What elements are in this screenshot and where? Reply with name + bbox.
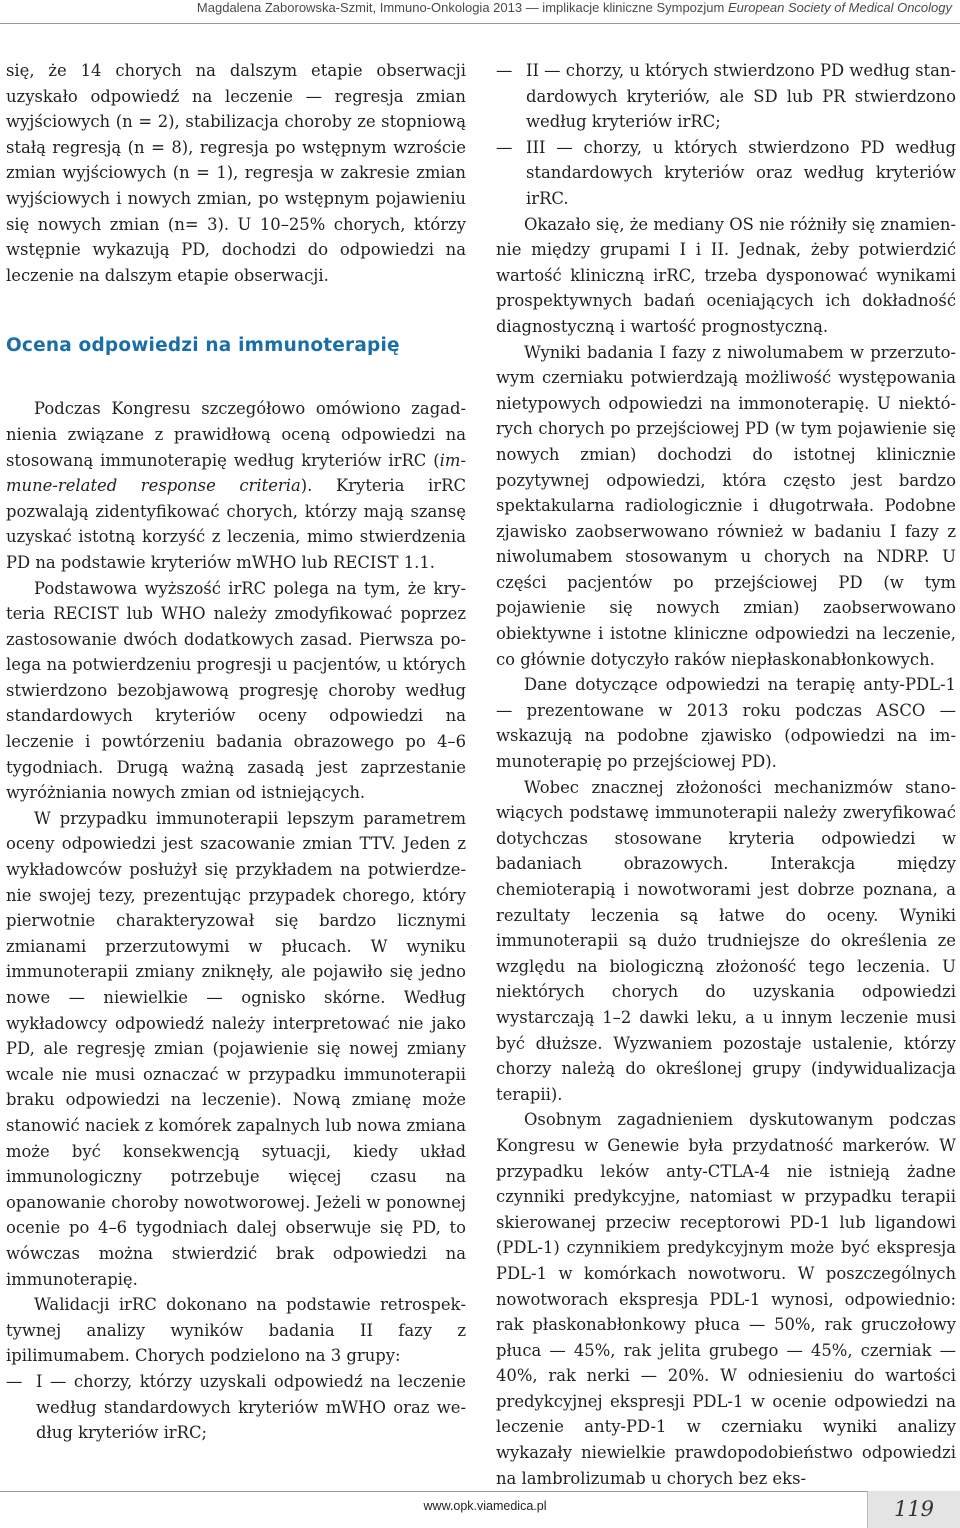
paragraph: Dane dotyczące odpowiedzi na terapię anty-PDL-1 — prezentowane w 2013 roku podczas ASCO — wskazują na podobne zjawisko (odpowiedzi na immunoterapię po przejściowej PD). bbox=[496, 675, 956, 772]
paragraph: Osobnym zagadnieniem dyskutowanym podczas Kongresu w Genewie była przydatność markerów. W przypadku leków anty-CTLA-4 nie istnieją żadne czynniki predykcyjne, natomiast w przypadku terapii skierowanej przeciw receptorowi PD-1 lub ligandowi (PDL-1) czynnikiem predykcyjnym może być ekspresja PDL-1 w komórkach nowotworu. W poszczególnych nowotworach ekspresja PDL-1 wynosi, odpowiednio: rak płaskonabłonkowy płuca — 50%, rak gruczołowy płuca — 45%, rak jelita grubego — 45%, czerniak — 40%, rak nerki — 20%. W odniesieniu do wartości predykcyjnej ekspresji PDL-1 w ocenie odpowiedzi na leczenie anty-PD-1 w czerniaku wyniki analizy wykazały niewielkie prawdopodobieństwo odpowiedzi na lambrolizumab u chorych bez eks- bbox=[496, 1110, 956, 1488]
running-header bbox=[0, 0, 960, 24]
running-header-text: Magdalena Zaborowska-Szmit, Immuno-Onkologia 2013 — implikacje kliniczne Sympozjum bbox=[196, 0, 728, 15]
paragraph-text: ). Kryteria irRC pozwalają zidentyfikować chorych, którzy mają szansę uzyskać istotną korzyść z leczenia, mimo stwierdzenia PD na podstawie kryteriów mWHO lub RECIST 1.1. bbox=[6, 476, 466, 572]
footer-rule bbox=[0, 1491, 960, 1492]
page-number: 119 bbox=[867, 1491, 960, 1528]
paragraph: Podstawowa wyższość irRC polega na tym, że kryteria RECIST lub WHO należy zmodyfikować poprzez zastosowanie dwóch dodatkowych zasad. Pierwsza polega na potwierdzeniu progresji u pacjentów, u których stwierdzono bezobjawową progresję choroby według standardowych kryteriów oceny odpowiedzi na leczenie i powtórzeniu badania obrazowego po 4–6 tygodniach. Drugą ważną zasadą jest zaprzestanie wyróżniania nowych zmian od istniejących. bbox=[6, 578, 466, 803]
paragraph: Wyniki badania I fazy z niwolumabem w przerzutowym czerniaku potwierdzają możliwość występowania nietypowych odpowiedzi na immonoterapię. U niektórych chorych po przejściowej PD (w tym pojawienie się nowych zmian) dochodzi do istotnej klinicznie pozytywnej odpowiedzi, która często jest bardzo spektakularna radiologicznie i długotrwała. Podobne zjawisko zaobserwowano również w badaniu I fazy z niwolumabem stosowanym u chorych na NDRP. U części pacjentów po przejściowej PD (w tym pojawienie się nowych zmian) zaobserwowano obiektywne i istotne kliniczne odpowiedzi na leczenie, co głównie dotyczyło raków niepłaskonabłonkowych. bbox=[496, 342, 956, 669]
list-item bbox=[496, 135, 956, 212]
paragraph-emphasis: immune-related response criteria bbox=[6, 450, 466, 496]
paragraph bbox=[6, 396, 466, 575]
right-column bbox=[496, 58, 956, 1491]
paragraph: Wobec znacznej złożoności mechanizmów stanowiących podstawę immunoterapii należy zweryfikować dotychczas stosowane kryteria odpowiedzi w badaniach obrazowych. Interakcja między chemioterapią i nowotworami jest dobrze poznana, a rezultaty leczenia są łatwe do oceny. Wyniki immunoterapii są dużo trudniejsze do określenia ze względu na biologiczną złożoność tego leczenia. U niektórych chorych do uzyskania odpowiedzi wystarczają 1–2 dawki leku, a u innym leczenie musi być dłuższe. Wyzwaniem pozostaje ustalenie, którzy chorzy należą do określonej grupy (indywidualizacja terapii). bbox=[496, 777, 956, 1104]
list-item bbox=[6, 1369, 466, 1446]
paragraph-text: Podczas Kongresu szczegółowo omówiono zagadnienia związane z prawidłową oceną odpowiedzi na stosowaną immunoterapię według kryteriów irRC ( bbox=[6, 399, 466, 470]
list-dash: — bbox=[496, 61, 513, 80]
list-dash: — bbox=[496, 137, 513, 157]
list-dash: — bbox=[6, 1371, 23, 1391]
list-item-text: I — chorzy, którzy uzyskali odpowiedź na leczenie według standardowych kryteriów mWHO oraz według kryteriów irRC; bbox=[36, 1371, 466, 1443]
footer-url: www.opk.viamedica.pl bbox=[423, 1499, 547, 1513]
running-header-society: European Society of Medical Oncology bbox=[727, 0, 952, 15]
paragraph: Okazało się, że mediany OS nie różniły się znamiennie między grupami I i II. Jednak, żeby potwierdzić wartość kliniczną irRC, trzeba dysponować wynikami prospektywnych badań oceniających ich dokładność diagnostyczną i wartość prognostyczną. bbox=[496, 214, 956, 336]
list-item-text: II — chorzy, u których stwierdzono PD według standardowych kryteriów, ale SD lub PR stwierdzono według kryteriów irRC; bbox=[526, 61, 957, 132]
paragraph: się, że 14 chorych na dalszym etapie obserwacji uzyskało odpowiedź na leczenie — regresja zmian wyjściowych (n = 2), stabilizacja choroby ze stopniową stałą regresją (n = 8), regresja po wstępnym wzroście zmian wyjściowych (n = 1), regresja w zakresie zmian wyjściowych i nowych zmian, po wstępnym pojawieniu się nowych zmian (n= 3). U 10–25% chorych, którzy wstępnie wykazują PD, dochodzi do odpowiedzi na leczenie na dalszym etapie obserwacji. bbox=[6, 61, 466, 285]
left-column bbox=[6, 58, 466, 1446]
list-item bbox=[496, 58, 956, 135]
list-item-text: III — chorzy, u których stwierdzono PD według standardowych kryteriów oraz według kryteriów irRC. bbox=[526, 137, 956, 208]
section-title: Ocena odpowiedzi na immunoterapię bbox=[6, 335, 400, 357]
paragraph: Walidacji irRC dokonano na podstawie retrospektywnej analizy wyników badania II fazy z ipilimumabem. Chorych podzielono na 3 grupy: bbox=[6, 1295, 466, 1366]
paragraph: W przypadku immunoterapii lepszym parametrem oceny odpowiedzi jest szacowanie zmian TTV. Jeden z wykładowców posłużył się przykładem na potwierdzenie swojej tezy, prezentując przypadek chorego, który pierwotnie charakteryzował się bardzo licznymi zmianami przerzutowymi w płucach. W wyniku immunoterapii zmiany zniknęły, ale pojawiło się jedno nowe — niewielkie — ognisko skórne. Według wykładowcy odpowiedź należy interpretować nie jako PD, ale regresję zmian (pojawienie się nowej zmiany wcale nie musi oznaczać w przypadku immunoterapii braku odpowiedzi na leczenie). Nową zmianę może stanowić naciek z komórek zapalnych lub nowa zmiana może być konsekwencją sytuacji, kiedy układ immunologiczny potrzebuje więcej czasu na opanowanie choroby nowotworowej. Jeżeli w ponownej ocenie po 4–6 tygodniach dalej obserwuje się PD, to wówczas można stwierdzić brak odpowiedzi na immunoterapię. bbox=[6, 808, 466, 1289]
